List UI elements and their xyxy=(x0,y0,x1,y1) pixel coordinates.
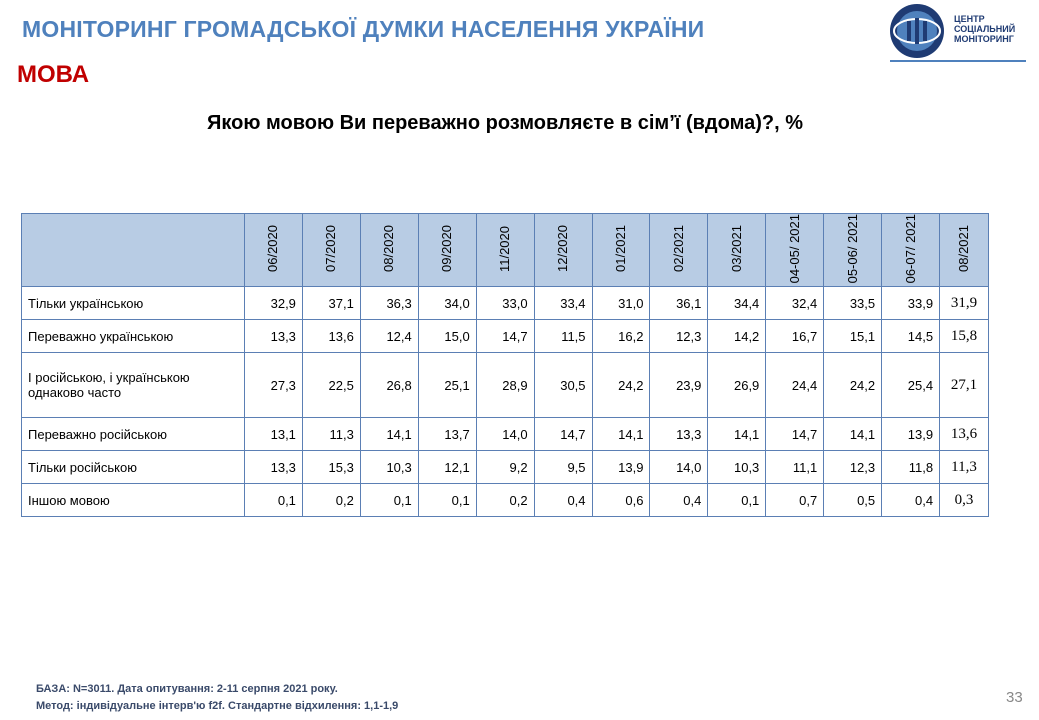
row-label: І російською, і українською однаково часто xyxy=(22,353,245,418)
value-cell: 14,7 xyxy=(766,418,824,451)
value-cell: 30,5 xyxy=(534,353,592,418)
value-cell: 0,4 xyxy=(882,484,940,517)
value-cell: 13,7 xyxy=(418,418,476,451)
value-cell: 13,9 xyxy=(882,418,940,451)
value-cell: 13,9 xyxy=(592,451,650,484)
column-header xyxy=(708,214,766,287)
column-header-label: 12/2020 xyxy=(555,225,571,273)
value-cell: 12,3 xyxy=(824,451,882,484)
value-cell: 24,4 xyxy=(766,353,824,418)
column-header-label: 11/2020 xyxy=(497,225,513,272)
value-cell: 14,5 xyxy=(882,320,940,353)
value-cell: 0,1 xyxy=(418,484,476,517)
value-cell: 31,9 xyxy=(940,287,989,320)
value-cell: 11,5 xyxy=(534,320,592,353)
value-cell: 16,2 xyxy=(592,320,650,353)
value-cell: 14,0 xyxy=(476,418,534,451)
value-cell: 31,0 xyxy=(592,287,650,320)
column-header xyxy=(245,214,303,287)
value-cell: 0,1 xyxy=(360,484,418,517)
value-cell: 0,2 xyxy=(302,484,360,517)
row-label: Переважно російською xyxy=(22,418,245,451)
value-cell: 23,9 xyxy=(650,353,708,418)
value-cell: 14,7 xyxy=(476,320,534,353)
value-cell: 28,9 xyxy=(476,353,534,418)
value-cell: 12,1 xyxy=(418,451,476,484)
value-cell: 14,1 xyxy=(824,418,882,451)
value-cell: 27,3 xyxy=(245,353,303,418)
table-row xyxy=(22,287,989,320)
value-cell: 15,0 xyxy=(418,320,476,353)
row-label: Тільки українською xyxy=(22,287,245,320)
question-title: Якою мовою Ви переважно розмовляєте в сім’ї (вдома)?, % xyxy=(206,112,803,134)
logo xyxy=(890,4,1026,60)
value-cell: 14,1 xyxy=(360,418,418,451)
value-cell: 24,2 xyxy=(592,353,650,418)
value-cell: 13,3 xyxy=(245,451,303,484)
page-number: 33 xyxy=(1006,689,1023,706)
data-table xyxy=(21,213,989,517)
table-corner-cell xyxy=(22,214,245,287)
value-cell: 11,3 xyxy=(940,451,989,484)
value-cell: 13,3 xyxy=(245,320,303,353)
value-cell: 0,7 xyxy=(766,484,824,517)
value-cell: 32,4 xyxy=(766,287,824,320)
value-cell: 0,4 xyxy=(534,484,592,517)
row-label: Тільки російською xyxy=(22,451,245,484)
column-header-label: 08/2020 xyxy=(381,225,397,273)
column-header xyxy=(766,214,824,287)
column-header xyxy=(476,214,534,287)
column-header-label: 04-05/ 2021 xyxy=(786,214,802,284)
value-cell: 26,9 xyxy=(708,353,766,418)
column-header-label: 06-07/ 2021 xyxy=(902,214,918,284)
value-cell: 0,1 xyxy=(708,484,766,517)
value-cell: 26,8 xyxy=(360,353,418,418)
value-cell: 36,3 xyxy=(360,287,418,320)
value-cell: 9,5 xyxy=(534,451,592,484)
value-cell: 25,4 xyxy=(882,353,940,418)
table-row xyxy=(22,484,989,517)
value-cell: 10,3 xyxy=(708,451,766,484)
page-header-title: МОНІТОРИНГ ГРОМАДСЬКОЇ ДУМКИ НАСЕЛЕННЯ УКРАЇНИ xyxy=(22,16,705,42)
value-cell: 14,1 xyxy=(592,418,650,451)
value-cell: 12,4 xyxy=(360,320,418,353)
column-header-label: 08/2021 xyxy=(956,225,972,273)
value-cell: 33,4 xyxy=(534,287,592,320)
value-cell: 15,1 xyxy=(824,320,882,353)
footer-base-line: БАЗА: N=3011. Дата опитування: 2-11 серпня 2021 року. xyxy=(36,683,338,695)
row-label: Іншою мовою xyxy=(22,484,245,517)
value-cell: 34,4 xyxy=(708,287,766,320)
value-cell: 0,5 xyxy=(824,484,882,517)
column-header xyxy=(940,214,989,287)
column-header-label: 02/2021 xyxy=(670,225,686,273)
logo-underline xyxy=(890,60,1026,62)
value-cell: 9,2 xyxy=(476,451,534,484)
table-header-row xyxy=(22,214,989,287)
logo-emblem-icon xyxy=(890,4,944,58)
value-cell: 0,1 xyxy=(245,484,303,517)
table-row xyxy=(22,418,989,451)
column-header-label: 09/2020 xyxy=(439,225,455,273)
column-header xyxy=(418,214,476,287)
table-body xyxy=(22,287,989,517)
value-cell: 10,3 xyxy=(360,451,418,484)
value-cell: 33,9 xyxy=(882,287,940,320)
column-header xyxy=(534,214,592,287)
logo-text: ЦЕНТР СОЦІАЛЬНИЙ МОНІТОРИНГ xyxy=(954,14,1016,44)
value-cell: 13,6 xyxy=(940,418,989,451)
column-header xyxy=(592,214,650,287)
table-row xyxy=(22,353,989,418)
column-header-label: 06/2020 xyxy=(265,225,281,273)
column-header xyxy=(302,214,360,287)
value-cell: 0,6 xyxy=(592,484,650,517)
row-label: Переважно українською xyxy=(22,320,245,353)
value-cell: 32,9 xyxy=(245,287,303,320)
value-cell: 14,1 xyxy=(708,418,766,451)
footer-method-line: Метод: індивідуальне інтерв'ю f2f. Стандартне відхилення: 1,1-1,9 xyxy=(36,700,399,712)
value-cell: 15,3 xyxy=(302,451,360,484)
value-cell: 33,0 xyxy=(476,287,534,320)
value-cell: 13,6 xyxy=(302,320,360,353)
value-cell: 27,1 xyxy=(940,353,989,418)
table-row xyxy=(22,320,989,353)
table-row xyxy=(22,451,989,484)
value-cell: 0,4 xyxy=(650,484,708,517)
value-cell: 12,3 xyxy=(650,320,708,353)
value-cell: 16,7 xyxy=(766,320,824,353)
value-cell: 11,3 xyxy=(302,418,360,451)
value-cell: 13,1 xyxy=(245,418,303,451)
value-cell: 24,2 xyxy=(824,353,882,418)
column-header xyxy=(650,214,708,287)
value-cell: 34,0 xyxy=(418,287,476,320)
column-header-label: 07/2020 xyxy=(323,225,339,273)
value-cell: 33,5 xyxy=(824,287,882,320)
value-cell: 15,8 xyxy=(940,320,989,353)
footer xyxy=(36,681,398,715)
column-header-label: 03/2021 xyxy=(728,225,744,273)
column-header-label: 01/2021 xyxy=(612,225,628,273)
value-cell: 0,2 xyxy=(476,484,534,517)
column-header xyxy=(824,214,882,287)
value-cell: 14,7 xyxy=(534,418,592,451)
value-cell: 0,3 xyxy=(940,484,989,517)
value-cell: 11,1 xyxy=(766,451,824,484)
value-cell: 36,1 xyxy=(650,287,708,320)
section-title: МОВА xyxy=(17,61,90,88)
column-header-label: 05-06/ 2021 xyxy=(844,214,860,284)
value-cell: 14,2 xyxy=(708,320,766,353)
value-cell: 25,1 xyxy=(418,353,476,418)
value-cell: 11,8 xyxy=(882,451,940,484)
value-cell: 14,0 xyxy=(650,451,708,484)
value-cell: 13,3 xyxy=(650,418,708,451)
value-cell: 22,5 xyxy=(302,353,360,418)
column-header xyxy=(360,214,418,287)
value-cell: 37,1 xyxy=(302,287,360,320)
column-header xyxy=(882,214,940,287)
